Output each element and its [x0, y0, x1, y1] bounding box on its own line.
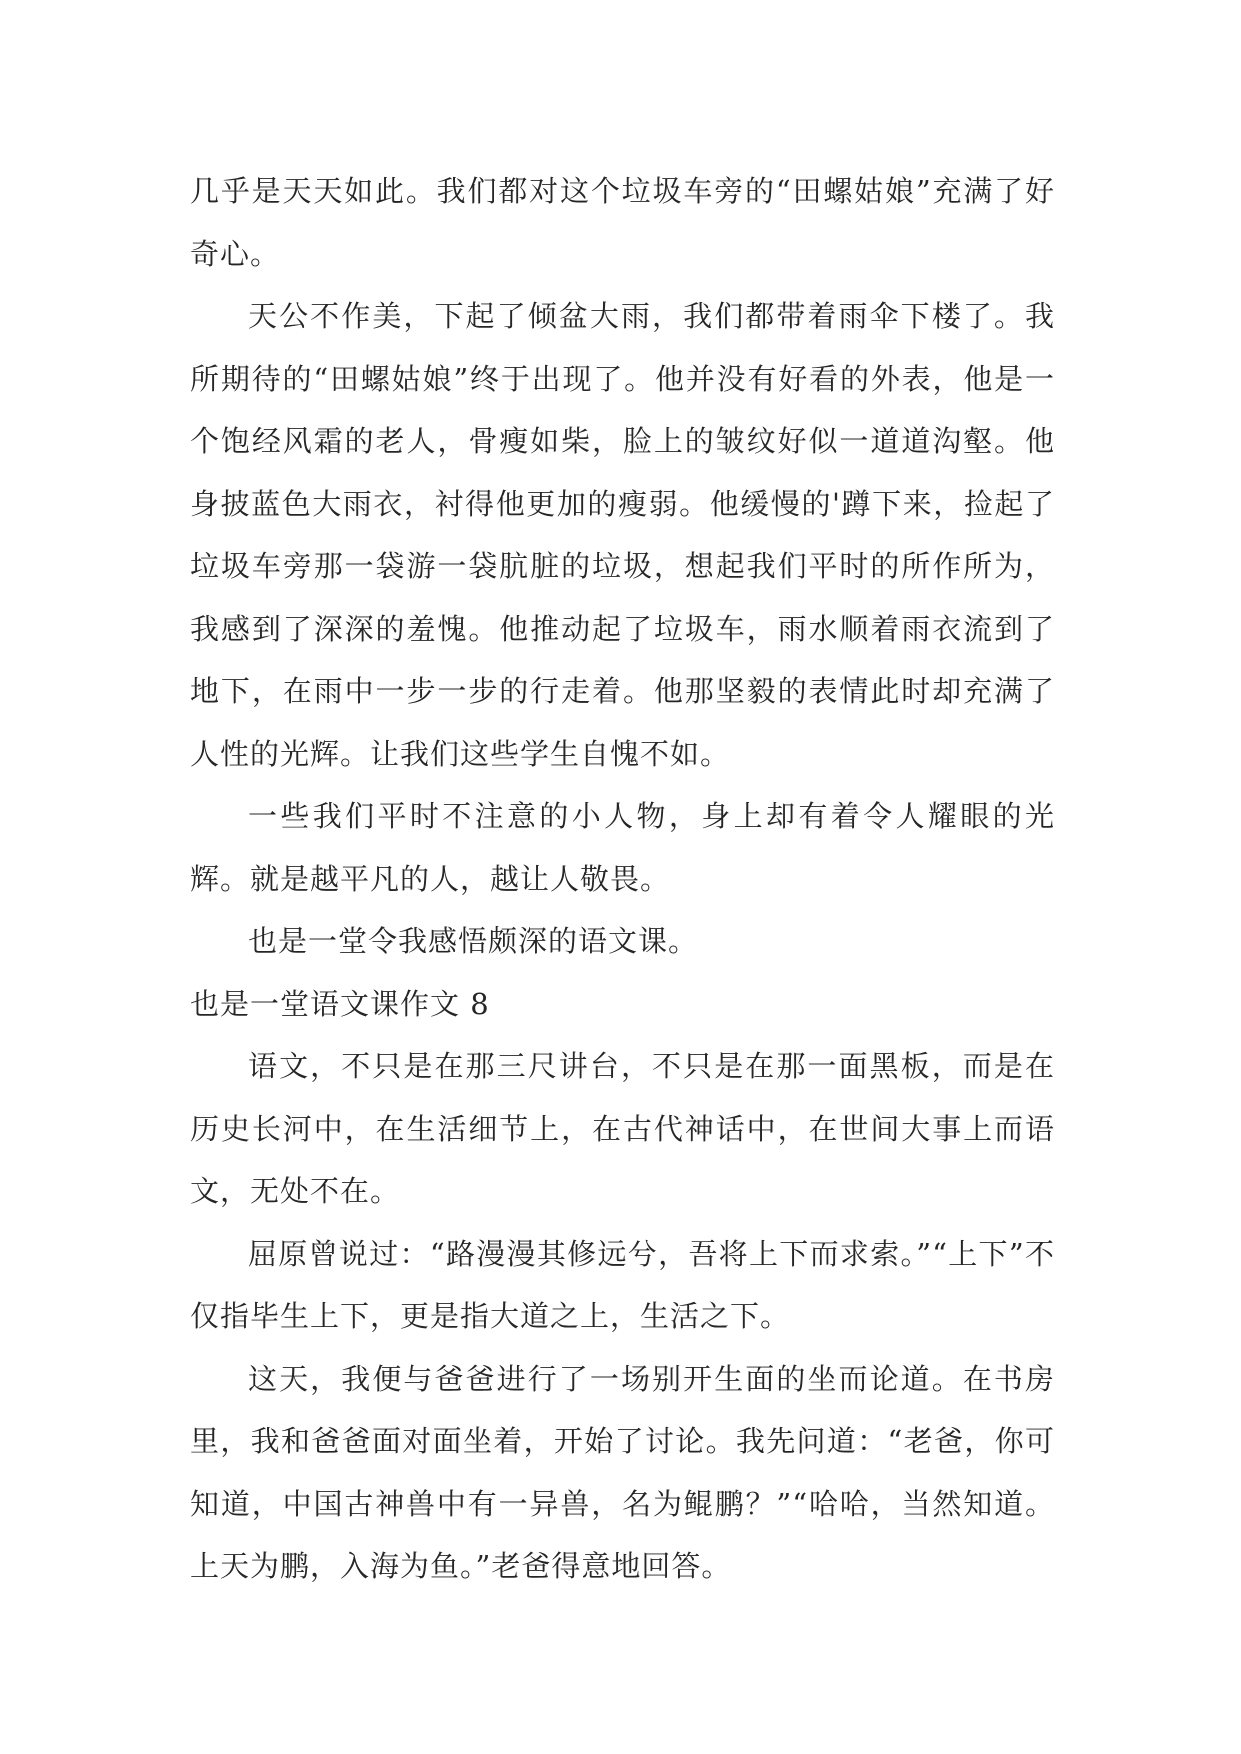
paragraph: 一些我们平时不注意的小人物，身上却有着令人耀眼的光辉。就是越平凡的人，越让人敬畏。 — [190, 799, 1055, 896]
paragraph: 这天，我便与爸爸进行了一场别开生面的坐而论道。在书房里，我和爸爸面对面坐着，开始了讨论。我先问道：“老爸，你可知道，中国古神兽中有一异兽，名为鲲鹏？”“哈哈，当然知道。上天为鹏，入海为鱼。”老爸得意地回答。 — [190, 1361, 1055, 1583]
section-heading: 也是一堂语文课作文 8 — [190, 986, 490, 1021]
paragraph: 天公不作美，下起了倾盆大雨，我们都带着雨伞下楼了。我所期待的“田螺姑娘”终于出现了。他并没有好看的外表，他是一个饱经风霜的老人，骨瘦如柴，脸上的皱纹好似一道道沟壑。他身披蓝色大雨衣，衬得他更加的瘦弱。他缓慢的'蹲下来，捡起了垃圾车旁那一袋游一袋肮脏的垃圾，想起我们平时的所作所为，我感到了深深的羞愧。他推动起了垃圾车，雨水顺着雨衣流到了地下，在雨中一步一步的行走着。他那坚毅的表情此时却充满了人性的光辉。让我们这些学生自愧不如。 — [190, 299, 1055, 771]
paragraph: 语文，不只是在那三尺讲台，不只是在那一面黑板，而是在历史长河中，在生活细节上，在古代神话中，在世间大事上而语文，无处不在。 — [190, 1049, 1055, 1208]
paragraph: 屈原曾说过：“路漫漫其修远兮，吾将上下而求索。”“上下”不仅指毕生上下，更是指大道之上，生活之下。 — [190, 1236, 1055, 1333]
document-body — [190, 160, 1055, 1598]
paragraph: 几乎是天天如此。我们都对这个垃圾车旁的“田螺姑娘”充满了好奇心。 — [190, 174, 1055, 271]
paragraph: 也是一堂令我感悟颇深的语文课。 — [248, 924, 699, 958]
